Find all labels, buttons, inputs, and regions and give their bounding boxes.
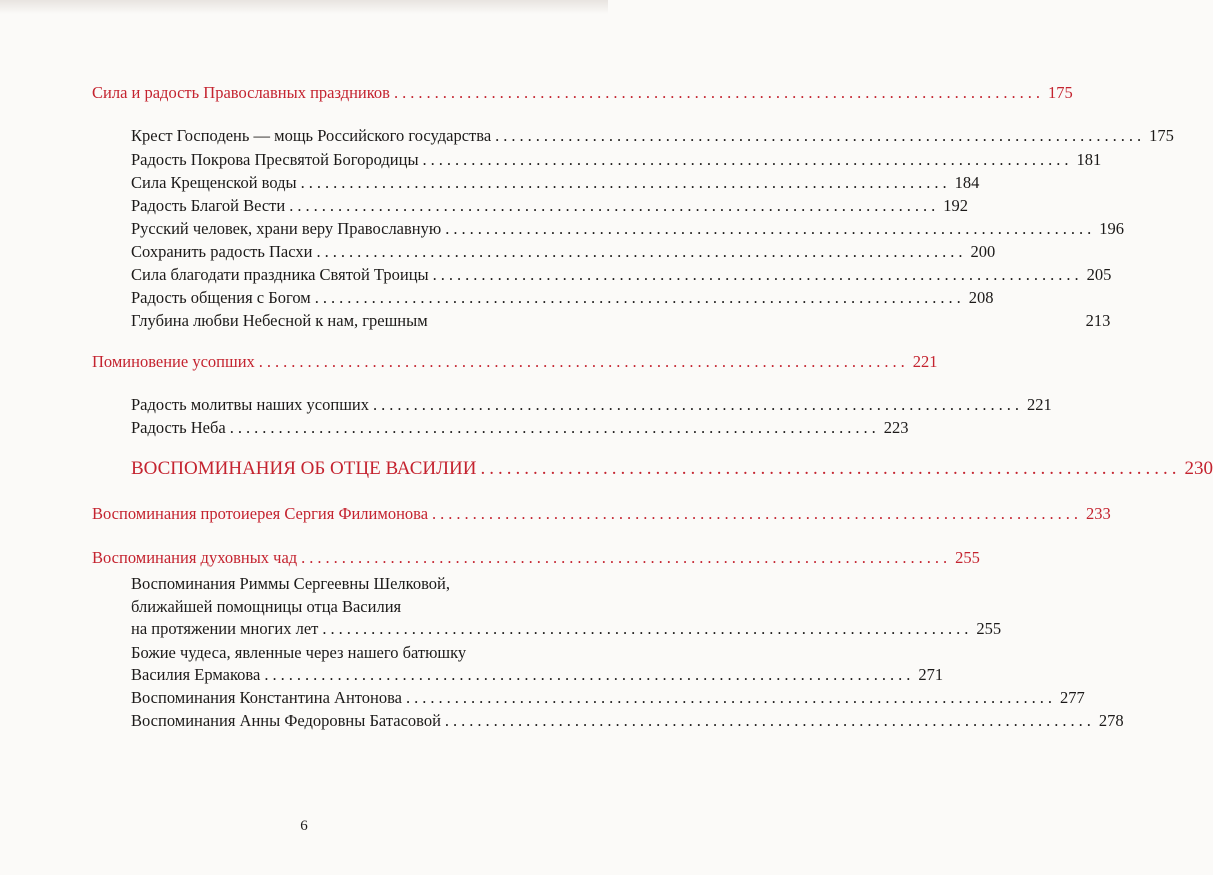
toc-section-title: Воспоминания протоиерея Сергия Филимонова [92, 504, 429, 523]
toc-item-title: Сила Крещенской воды [131, 173, 297, 192]
toc-item[interactable] [131, 196, 968, 218]
toc-item-title: Радость Покрова Пресвятой Богородицы [131, 150, 419, 169]
dot-leader: ................................................................................ [300, 173, 951, 192]
toc-item[interactable] [131, 311, 1111, 333]
toc-item-title: Русский человек, храни веру Православную [131, 219, 442, 238]
dot-leader: ................................................................................ [322, 619, 973, 638]
dot-leader: ................................................................................ [258, 352, 909, 371]
toc-part-memories[interactable] [131, 458, 1213, 481]
toc-item[interactable] [131, 126, 1174, 148]
toc-page-number: 221 [1027, 395, 1052, 414]
toc-section-filimonov[interactable] [92, 504, 1111, 526]
toc-page-number: 255 [976, 619, 1002, 638]
toc-page-number: 230 [1184, 458, 1213, 479]
toc-item[interactable] [131, 665, 944, 687]
toc-item-title: Сила благодати праздника Святой Троицы [131, 265, 429, 284]
toc-page-number: 223 [883, 418, 909, 437]
toc-page-number: 208 [968, 288, 994, 307]
toc-item-title: Воспоминания Анны Федоровны Батасовой [131, 711, 441, 730]
toc-item-title: на протяжении многих лет [131, 619, 319, 638]
toc-page-number: 184 [954, 173, 980, 192]
toc-item[interactable] [131, 150, 1102, 172]
toc-item-title: Радость молитвы наших усопших [131, 395, 369, 414]
toc-item[interactable] [131, 242, 996, 264]
toc-item-title: Крест Господень — мощь Российского государства [131, 126, 492, 145]
toc-page-number: 255 [955, 548, 980, 567]
toc-section-title: Сила и радость Православных праздников [92, 83, 390, 102]
toc-item[interactable] [131, 688, 1085, 710]
toc-page-number: 277 [1060, 688, 1085, 707]
toc-item[interactable] [131, 288, 994, 310]
toc-page-number: 196 [1099, 219, 1124, 238]
toc-item[interactable] [131, 219, 1124, 241]
toc-item[interactable] [131, 395, 1052, 417]
dot-leader: ................................................................................ [314, 288, 965, 307]
dot-leader: ................................................................................ [495, 126, 1146, 145]
toc-item-title: Глубина любви Небесной к нам, грешным [131, 311, 428, 330]
dot-leader: ................................................................................ [229, 418, 880, 437]
toc-section-holidays[interactable] [92, 83, 1073, 105]
toc-item-title: Василия Ермакова [131, 665, 261, 684]
toc-page-number: 175 [1047, 83, 1073, 102]
toc-item-title: Сохранить радость Пасхи [131, 242, 313, 261]
toc-page-number: 205 [1086, 265, 1112, 284]
toc-page-number: 175 [1149, 126, 1174, 145]
dot-leader: ................................................................................ [289, 196, 940, 215]
dot-leader: ................................................................................ [422, 150, 1073, 169]
toc-item[interactable] [131, 265, 1112, 287]
toc-page-number: 192 [943, 196, 968, 215]
toc-page-number: 278 [1098, 711, 1124, 730]
dot-leader: ................................................................................ [301, 548, 952, 567]
dot-leader: ................................................................................ [316, 242, 967, 261]
dot-leader: ................................................................................ [480, 458, 1181, 479]
toc-item[interactable] [131, 173, 980, 195]
dot-leader: ................................................................................ [445, 219, 1096, 238]
page-number: 6 [300, 818, 308, 834]
dot-leader: ................................................................................ [373, 395, 1023, 414]
toc-page-number: 221 [912, 352, 938, 371]
toc-page-number: 271 [918, 665, 944, 684]
toc-item-title: Радость общения с Богом [131, 288, 311, 307]
toc-page-number: 181 [1076, 150, 1102, 169]
dot-leader: ................................................................................ [264, 665, 915, 684]
dot-leader: ................................................................................ [393, 83, 1044, 102]
toc-item-title: Радость Благой Вести [131, 196, 286, 215]
toc-part-title: ВОСПОМИНАНИЯ ОБ ОТЦЕ ВАСИЛИИ [131, 458, 477, 479]
toc-item-title: Воспоминания Константина Антонова [131, 688, 402, 707]
dot-leader: ................................................................................ [444, 711, 1095, 730]
toc-item-title: Радость Неба [131, 418, 226, 437]
toc-item[interactable] [131, 619, 1002, 641]
toc-item[interactable] [131, 711, 1124, 733]
dot-leader: ................................................................................ [432, 265, 1083, 284]
toc-item-line: ближайшей помощницы отца Василия [131, 597, 402, 616]
toc-item-line: Воспоминания Риммы Сергеевны Шелковой, [131, 574, 450, 593]
dot-leader: ................................................................................ [432, 504, 1083, 523]
dot-leader: ................................................................................ [406, 688, 1056, 707]
toc-section-spiritual-children[interactable] [92, 548, 980, 570]
toc-section-title: Поминовение усопших [92, 352, 255, 371]
toc-item[interactable] [131, 418, 909, 440]
toc-section-title: Воспоминания духовных чад [92, 548, 298, 567]
toc-page-number: 200 [970, 242, 996, 261]
toc-item-line: Божие чудеса, явленные через нашего батюшку [131, 643, 467, 662]
toc-page-number: 213 [1085, 311, 1111, 330]
toc-page-number: 233 [1086, 504, 1111, 523]
toc-section-commemoration[interactable] [92, 352, 938, 374]
